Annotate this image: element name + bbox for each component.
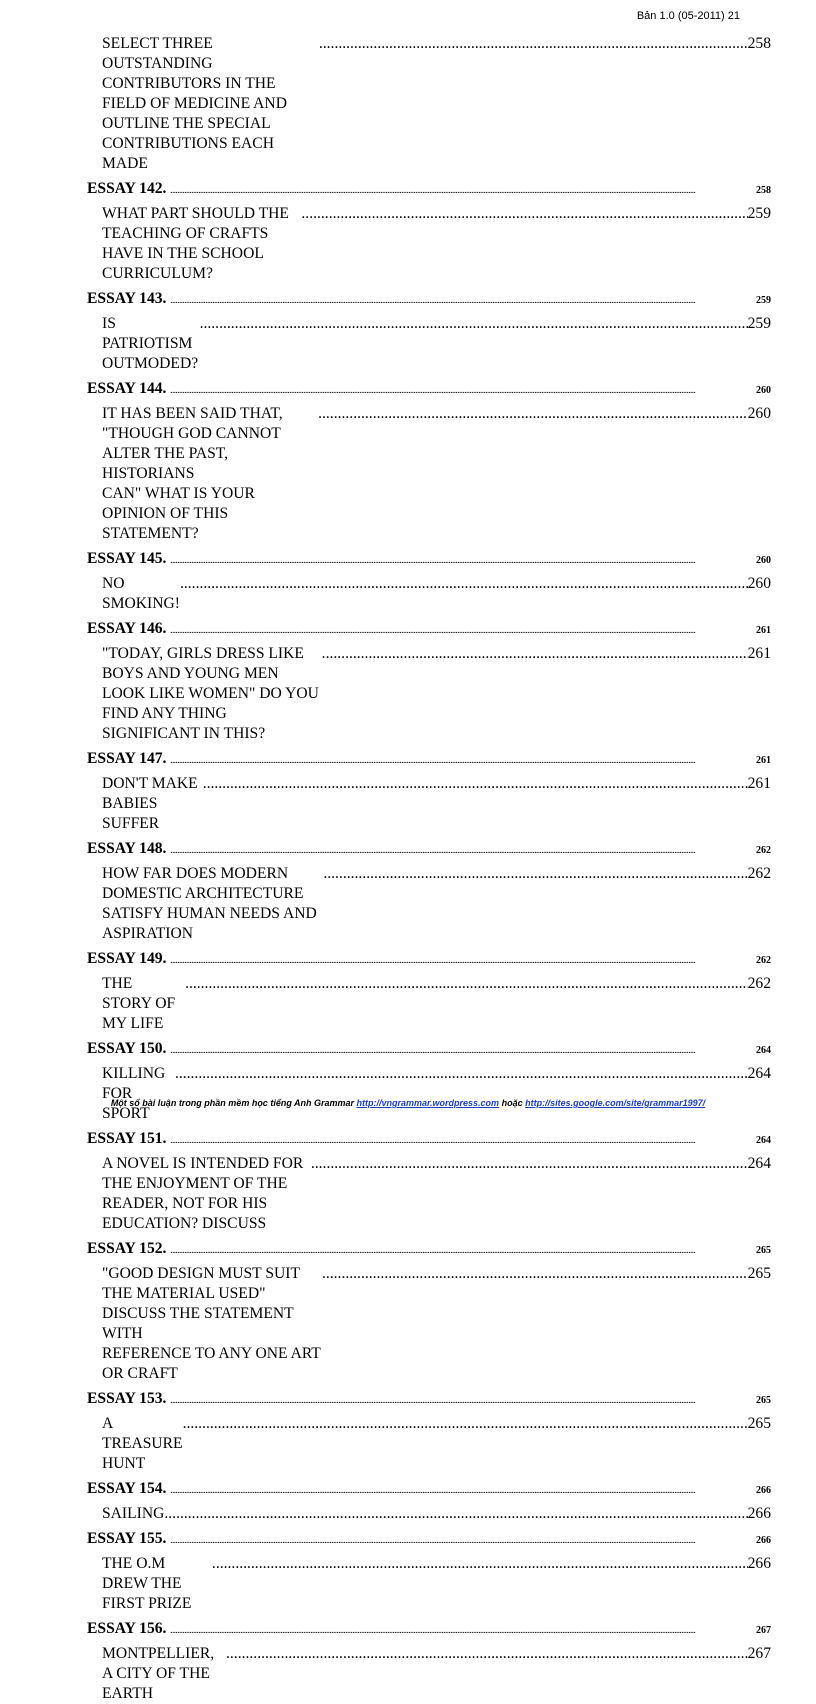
page-number: 262	[747, 975, 771, 992]
dot-leader	[170, 376, 756, 406]
essay-title: ESSAY 151.	[87, 1130, 167, 1147]
page-number: 262	[756, 845, 771, 856]
entry-title: A NOVEL IS INTENDED FOR THE ENJOYMENT OF THE READER, NOT FOR HIS EDUCATION? DISCUSS	[102, 1155, 304, 1232]
toc-essay-heading[interactable]	[87, 834, 771, 864]
toc-essay-heading[interactable]	[87, 1614, 771, 1644]
dot-leader	[170, 946, 756, 976]
dot-leader	[323, 864, 747, 884]
toc-entry[interactable]	[87, 774, 771, 834]
essay-title: ESSAY 155.	[87, 1530, 167, 1547]
page-number: 261	[756, 625, 771, 636]
page-header: Bản 1.0 (05-2011) 21	[636, 10, 740, 22]
dot-leader	[319, 34, 748, 54]
entry-title: DON'T MAKE BABIES SUFFER	[102, 775, 198, 832]
page-number: 266	[747, 1505, 771, 1522]
page-number: 260	[747, 405, 771, 422]
dot-leader	[212, 1554, 748, 1574]
essay-title: ESSAY 143.	[87, 290, 167, 307]
page-number: 258	[747, 35, 771, 52]
essay-title: ESSAY 153.	[87, 1390, 167, 1407]
entry-title: A TREASURE HUNT	[102, 1415, 183, 1472]
dot-leader	[318, 404, 748, 424]
essay-title: ESSAY 145.	[87, 550, 167, 567]
essay-title: ESSAY 144.	[87, 380, 167, 397]
page-number: 261	[756, 755, 771, 766]
dot-leader	[164, 1504, 747, 1524]
page-number: 265	[756, 1395, 771, 1406]
dot-leader	[200, 314, 748, 334]
entry-title: SELECT THREE OUTSTANDING CONTRIBUTORS IN THE FIELD OF MEDICINE AND OUTLINE THE SPECIAL CONTRIBUTIONS EACH MADE	[102, 35, 287, 172]
dot-leader	[170, 1036, 756, 1066]
footer-link-google-sites[interactable]: http://sites.google.com/site/grammar1997/	[525, 1098, 706, 1108]
dot-leader	[183, 1414, 748, 1434]
page-number: 264	[756, 1045, 771, 1056]
toc-essay-heading[interactable]	[87, 544, 771, 574]
dot-leader	[170, 286, 756, 316]
page-number: 261	[747, 775, 771, 792]
dot-leader	[170, 1386, 756, 1416]
essay-title: ESSAY 152.	[87, 1240, 167, 1257]
dot-leader	[170, 1126, 756, 1156]
page-number: 262	[747, 865, 771, 882]
toc-entry[interactable]	[87, 1554, 771, 1614]
entry-title: THE STORY OF MY LIFE	[102, 975, 176, 1032]
toc-essay-heading[interactable]	[87, 744, 771, 774]
entry-title: "TODAY, GIRLS DRESS LIKE BOYS AND YOUNG MEN LOOK LIKE WOMEN" DO YOU FIND ANY THING SIGNIFICANT IN THIS?	[102, 645, 319, 742]
page-number: 258	[756, 185, 771, 196]
page-number: 266	[756, 1485, 771, 1496]
toc-essay-heading[interactable]	[87, 1124, 771, 1154]
toc-entry[interactable]	[87, 404, 771, 544]
entry-title: SAILING	[102, 1505, 165, 1522]
toc-entry[interactable]	[87, 974, 771, 1034]
dot-leader	[170, 746, 756, 776]
dot-leader	[203, 774, 748, 794]
essay-title: ESSAY 148.	[87, 840, 167, 857]
page-number: 262	[756, 955, 771, 966]
essay-title: ESSAY 150.	[87, 1040, 167, 1057]
toc-essay-heading[interactable]	[87, 1234, 771, 1264]
essay-title: ESSAY 146.	[87, 620, 167, 637]
page-number: 259	[756, 295, 771, 306]
toc-entry[interactable]	[87, 1264, 771, 1384]
toc-essay-heading[interactable]	[87, 1384, 771, 1414]
page-number: 259	[747, 315, 771, 332]
page-number: 267	[756, 1625, 771, 1636]
essay-title: ESSAY 156.	[87, 1620, 167, 1637]
dot-leader	[170, 1236, 756, 1266]
page-number: 265	[747, 1265, 771, 1282]
toc-entry[interactable]	[87, 1504, 771, 1524]
toc-essay-heading[interactable]	[87, 614, 771, 644]
essay-title: ESSAY 147.	[87, 750, 167, 767]
page-number: 260	[756, 385, 771, 396]
entry-title: KILLING FOR SPORT	[102, 1065, 166, 1122]
toc-essay-heading[interactable]	[87, 944, 771, 974]
toc-entry[interactable]	[87, 644, 771, 744]
page-number: 264	[747, 1065, 771, 1082]
dot-leader	[322, 1264, 748, 1284]
footer-text: Một số bài luận trong phần mềm học tiếng Anh Grammar	[110, 1098, 354, 1108]
dot-leader	[311, 1154, 748, 1174]
dot-leader	[170, 176, 756, 206]
page-number: 266	[747, 1555, 771, 1572]
page-number: 259	[747, 205, 771, 222]
toc-essay-heading[interactable]	[87, 1034, 771, 1064]
toc-entry[interactable]	[87, 34, 771, 174]
page-number: 264	[756, 1135, 771, 1146]
essay-title: ESSAY 149.	[87, 950, 167, 967]
toc-essay-heading[interactable]	[87, 374, 771, 404]
dot-leader	[322, 644, 748, 664]
page-number: 266	[756, 1535, 771, 1546]
dot-leader	[170, 1476, 756, 1506]
page-number: 261	[747, 645, 771, 662]
toc-entry[interactable]	[87, 1414, 771, 1474]
essay-title: ESSAY 154.	[87, 1480, 167, 1497]
entry-title: HOW FAR DOES MODERN DOMESTIC ARCHITECTURE SATISFY HUMAN NEEDS AND ASPIRATION	[102, 865, 317, 942]
toc-essay-heading[interactable]	[87, 174, 771, 204]
entry-title: IS PATRIOTISM OUTMODED?	[102, 315, 199, 372]
dot-leader	[170, 1526, 756, 1556]
entry-title: "GOOD DESIGN MUST SUIT THE MATERIAL USED" DISCUSS THE STATEMENT WITH REFERENCE TO ANY ONE ART OR CRAFT	[102, 1265, 321, 1382]
toc-entry[interactable]	[87, 574, 771, 614]
toc-essay-heading[interactable]	[87, 1474, 771, 1504]
page-number: 265	[747, 1415, 771, 1432]
footer-separator: hoặc	[501, 1098, 523, 1108]
dot-leader	[170, 1616, 756, 1646]
entry-title: THE O.M DREW THE FIRST PRIZE	[102, 1555, 192, 1612]
entry-title: MONTPELLIER, A CITY OF THE EARTH	[102, 1645, 215, 1702]
page-footer	[0, 1098, 816, 1108]
toc-entry[interactable]	[87, 314, 771, 374]
page-number: 260	[747, 575, 771, 592]
footer-link-wordpress[interactable]: http://vngrammar.wordpress.com	[356, 1098, 500, 1108]
toc-entry[interactable]	[87, 1154, 771, 1234]
table-of-contents	[87, 34, 771, 1704]
toc-entry[interactable]	[87, 1064, 771, 1124]
toc-entry[interactable]	[87, 864, 771, 944]
dot-leader	[180, 574, 748, 594]
dot-leader	[170, 546, 756, 576]
dot-leader	[170, 616, 756, 646]
toc-entry[interactable]	[87, 204, 771, 284]
entry-title: WHAT PART SHOULD THE TEACHING OF CRAFTS HAVE IN THE SCHOOL CURRICULUM?	[102, 205, 289, 282]
dot-leader	[301, 204, 747, 224]
dot-leader	[175, 1064, 748, 1084]
entry-title: IT HAS BEEN SAID THAT, "THOUGH GOD CANNOT ALTER THE PAST, HISTORIANS CAN" WHAT IS YOUR OPINION OF THIS STATEMENT?	[102, 405, 283, 542]
toc-essay-heading[interactable]	[87, 284, 771, 314]
essay-title: ESSAY 142.	[87, 180, 167, 197]
page-number: 267	[747, 1645, 771, 1662]
entry-title: NO SMOKING!	[102, 575, 180, 612]
page-number: 264	[747, 1155, 771, 1172]
toc-entry[interactable]	[87, 1644, 771, 1704]
dot-leader	[170, 836, 756, 866]
dot-leader	[226, 1644, 748, 1664]
toc-essay-heading[interactable]	[87, 1524, 771, 1554]
page-number: 265	[756, 1245, 771, 1256]
dot-leader	[185, 974, 748, 994]
page-number: 260	[756, 555, 771, 566]
